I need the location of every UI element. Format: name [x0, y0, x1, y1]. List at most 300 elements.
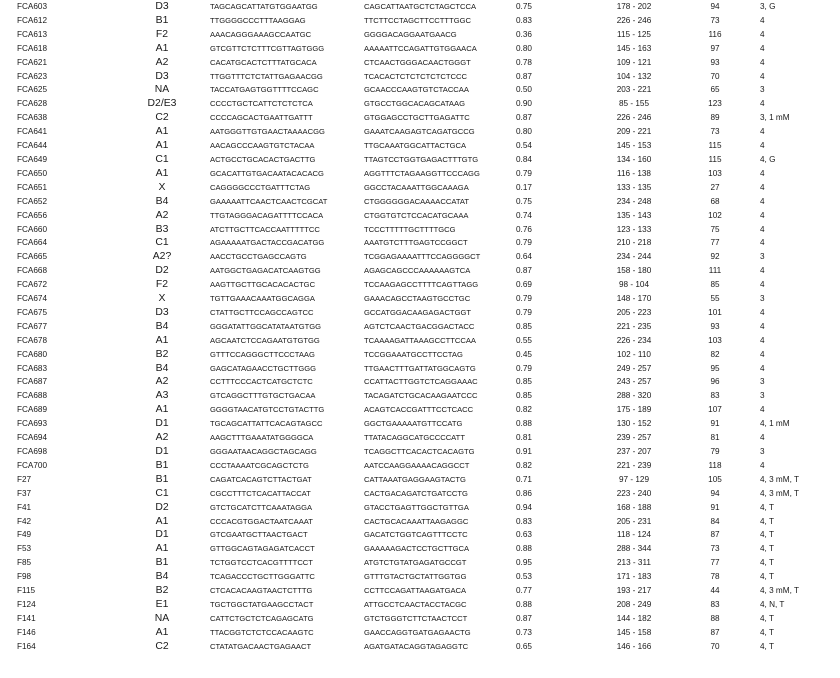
- heterozygosity: 0.79: [516, 294, 532, 304]
- marker-name: FCA656: [17, 210, 48, 220]
- table-row: [0, 83, 840, 97]
- forward-primer: GGGATATTGGCATATAATGTGG: [210, 321, 322, 331]
- marker-name: FCA618: [17, 43, 48, 53]
- heterozygosity: 0.79: [516, 168, 532, 178]
- table-row: [0, 431, 840, 445]
- marker-name: FCA641: [17, 127, 48, 137]
- marker-name: F85: [17, 558, 32, 568]
- forward-primer: TTGGTTTCTCTATTGAGAACGG: [210, 71, 323, 81]
- chromosome-location: B1: [155, 459, 169, 471]
- heterozygosity: 0.64: [516, 252, 532, 262]
- pcr-conditions: 4: [760, 363, 765, 373]
- reverse-primer: CTGGTGTCTCCACATGCAAA: [364, 210, 469, 220]
- pcr-conditions: 4, T: [760, 544, 774, 554]
- forward-primer: AACAGCCCAAGTGTCTACAA: [210, 141, 315, 151]
- pcr-conditions: 4, 3 mM, T: [760, 586, 799, 596]
- allele-size-range: 98 - 104: [618, 280, 650, 290]
- product-length: 101: [708, 307, 722, 317]
- chromosome-location: D2: [155, 501, 169, 513]
- chromosome-location: D2/E3: [147, 98, 177, 110]
- table-row: [0, 375, 840, 389]
- pcr-conditions: 4: [760, 168, 765, 178]
- reverse-primer: GACATCTGGTCAGTTTCCTC: [364, 530, 468, 540]
- allele-size-range: 145 - 158: [616, 627, 652, 637]
- marker-name: FCA689: [17, 405, 48, 415]
- chromosome-location: F2: [155, 28, 169, 40]
- reverse-primer: ATTGCCTCAACTACCTACGC: [364, 599, 467, 609]
- product-length: 95: [710, 363, 720, 373]
- chromosome-location: X: [158, 181, 166, 193]
- marker-name: F98: [17, 572, 32, 582]
- pcr-conditions: 4, T: [760, 613, 774, 623]
- allele-size-range: 221 - 235: [616, 321, 652, 331]
- heterozygosity: 0.85: [516, 321, 532, 331]
- table-row: [0, 236, 840, 250]
- reverse-primer: AGTCTCAACTGACGGACTACC: [364, 321, 475, 331]
- table-row: [0, 501, 840, 515]
- reverse-primer: AAAAATTCCAGATTGTGGAACA: [364, 43, 477, 53]
- forward-primer: CAGATCACAGTCTTACTGAT: [210, 474, 312, 484]
- allele-size-range: 221 - 239: [616, 460, 652, 470]
- allele-size-range: 145 - 163: [616, 43, 652, 53]
- chromosome-location: D3: [155, 1, 169, 12]
- forward-primer: TTGTAGGGACAGATTTTCCACA: [210, 210, 324, 220]
- reverse-primer: CCTTCCAGATTAAGATGACA: [364, 586, 467, 596]
- heterozygosity: 0.69: [516, 280, 532, 290]
- allele-size-range: 104 - 132: [616, 71, 652, 81]
- allele-size-range: 243 - 257: [616, 377, 652, 387]
- heterozygosity: 0.71: [516, 474, 532, 484]
- table-row: [0, 403, 840, 417]
- reverse-primer: TTATACAGGCATGCCCCATT: [364, 433, 465, 443]
- marker-name: FCA613: [17, 29, 48, 39]
- allele-size-range: 234 - 244: [616, 252, 652, 262]
- marker-name: FCA628: [17, 99, 48, 109]
- heterozygosity: 0.85: [516, 377, 532, 387]
- pcr-conditions: 4: [760, 266, 765, 276]
- marker-name: F27: [17, 474, 32, 484]
- reverse-primer: TTCTTCCTAGCTTCCTTTGGC: [364, 15, 471, 25]
- reverse-primer: GGCTGAAAAATGTTCCATG: [364, 419, 463, 429]
- reverse-primer: GGCCTACAAATTGGCAAAGA: [364, 182, 469, 192]
- pcr-conditions: 4: [760, 433, 765, 443]
- table-row: [0, 28, 840, 42]
- heterozygosity: 0.91: [516, 447, 532, 456]
- reverse-primer: CAGCATTAATGCTCTAGCTCCA: [364, 2, 477, 11]
- product-length: 89: [710, 113, 720, 123]
- product-length: 87: [710, 627, 720, 637]
- table-row: [0, 612, 840, 626]
- heterozygosity: 0.82: [516, 460, 532, 470]
- heterozygosity: 0.83: [516, 15, 532, 25]
- product-length: 87: [710, 530, 720, 540]
- heterozygosity: 0.45: [516, 349, 532, 359]
- chromosome-location: A1: [155, 515, 169, 527]
- allele-size-range: 226 - 246: [616, 113, 652, 123]
- marker-name: FCA621: [17, 57, 48, 67]
- heterozygosity: 0.79: [516, 307, 532, 317]
- heterozygosity: 0.36: [516, 29, 532, 39]
- pcr-conditions: 4: [760, 182, 765, 192]
- product-length: 27: [710, 182, 720, 192]
- allele-size-range: 158 - 180: [616, 266, 652, 276]
- marker-name: FCA677: [17, 321, 48, 331]
- table-row: [0, 515, 840, 529]
- product-length: 92: [710, 252, 720, 262]
- forward-primer: CACATGCACTCTTTATGCACA: [210, 57, 317, 67]
- pcr-conditions: 4: [760, 57, 765, 67]
- heterozygosity: 0.83: [516, 516, 532, 526]
- product-length: 115: [708, 141, 722, 151]
- marker-name: F164: [17, 641, 36, 651]
- allele-size-range: 288 - 320: [616, 391, 652, 401]
- marker-name: F42: [17, 516, 32, 526]
- product-length: 97: [710, 43, 720, 53]
- forward-primer: CTATTGCTTCCAGCCAGTCC: [210, 307, 314, 317]
- heterozygosity: 0.54: [516, 141, 532, 151]
- heterozygosity: 0.81: [516, 433, 532, 443]
- forward-primer: CCCACGTGGACTAATCAAAT: [210, 516, 313, 526]
- table-row: [0, 640, 840, 654]
- table-row: [0, 626, 840, 640]
- product-length: 55: [710, 294, 720, 304]
- forward-primer: TAGCAGCATTATGTGGAATGG: [210, 2, 318, 11]
- marker-name: FCA694: [17, 433, 48, 443]
- table-row: [0, 584, 840, 598]
- chromosome-location: B4: [155, 195, 169, 207]
- allele-size-range: 205 - 223: [616, 307, 652, 317]
- chromosome-location: B4: [155, 320, 169, 332]
- chromosome-location: A1: [155, 543, 169, 555]
- chromosome-location: C2: [155, 640, 169, 652]
- pcr-conditions: 4: [760, 335, 765, 345]
- pcr-conditions: 4: [760, 280, 765, 290]
- product-length: 77: [710, 238, 720, 248]
- pcr-conditions: 4: [760, 460, 765, 470]
- forward-primer: TCTGGTCCTCACGTTTTCCT: [210, 558, 313, 568]
- pcr-conditions: 4: [760, 71, 765, 81]
- chromosome-location: C1: [155, 153, 169, 165]
- reverse-primer: AAATGTCTTTGAGTCCGGCT: [364, 238, 468, 248]
- heterozygosity: 0.82: [516, 405, 532, 415]
- table-row: [0, 250, 840, 264]
- marker-name: FCA683: [17, 363, 48, 373]
- reverse-primer: TCGGAGAAAATTTCCAGGGGCT: [364, 252, 481, 262]
- allele-size-range: 135 - 143: [616, 210, 652, 220]
- pcr-conditions: 4: [760, 127, 765, 137]
- chromosome-location: B4: [155, 362, 169, 374]
- table-row: [0, 292, 840, 306]
- marker-name: FCA688: [17, 391, 48, 401]
- pcr-conditions: 3, 1 mM: [760, 113, 790, 123]
- allele-size-range: 288 - 344: [616, 544, 652, 554]
- forward-primer: ACTGCCTGCACACTGACTTG: [210, 154, 316, 164]
- marker-name: FCA693: [17, 419, 48, 429]
- table-row: [0, 389, 840, 403]
- forward-primer: GGGGTAACATGTCCTGTACTTG: [210, 405, 325, 415]
- heterozygosity: 0.75: [516, 2, 532, 11]
- product-length: 82: [710, 349, 720, 359]
- forward-primer: AATGGCTGAGACATCAAGTGG: [210, 266, 321, 276]
- reverse-primer: AATCCAAGGAAAACAGGCCT: [364, 460, 470, 470]
- product-length: 68: [710, 196, 720, 206]
- reverse-primer: TCCAAGAGCCTTTTCAGTTAGG: [364, 280, 479, 290]
- forward-primer: AGCAATCTCCAGAATGTGTGG: [210, 335, 320, 345]
- forward-primer: AAGTTGCTTGCACACACTGC: [210, 280, 316, 290]
- heterozygosity: 0.87: [516, 613, 532, 623]
- allele-size-range: 102 - 110: [617, 349, 651, 359]
- chromosome-location: F2: [155, 279, 169, 291]
- marker-name: FCA644: [17, 141, 48, 151]
- marker-name: FCA672: [17, 280, 48, 290]
- forward-primer: TGCAGCATTATTCACAGTAGCC: [210, 419, 323, 429]
- reverse-primer: GGGGACAGGAATGAACG: [364, 29, 457, 39]
- pcr-conditions: 4, G: [760, 154, 776, 164]
- chromosome-location: B1: [155, 473, 169, 485]
- reverse-primer: GAACCAGGTGATGAGAACTG: [364, 627, 471, 637]
- forward-primer: GCACATTGTGACAATACACACG: [210, 168, 324, 178]
- product-length: 93: [710, 57, 720, 67]
- marker-name: F141: [17, 613, 36, 623]
- marker-name: FCA678: [17, 335, 48, 345]
- allele-size-range: 175 - 189: [616, 405, 652, 415]
- forward-primer: GTCGAATGCTTAACTGACT: [210, 530, 308, 540]
- allele-size-range: 226 - 234: [616, 335, 652, 345]
- forward-primer: CTCACACAAGTAACTCTTTG: [210, 586, 313, 596]
- chromosome-location: A1: [155, 42, 169, 54]
- pcr-conditions: 4, 1 mM: [760, 419, 790, 429]
- allele-size-range: 85 - 155: [618, 99, 650, 109]
- marker-name: FCA660: [17, 224, 48, 234]
- pcr-conditions: 4: [760, 224, 765, 234]
- product-length: 91: [710, 419, 720, 429]
- table-row: [0, 556, 840, 570]
- pcr-conditions: 4: [760, 210, 765, 220]
- pcr-conditions: 4, T: [760, 502, 774, 512]
- chromosome-location: NA: [154, 84, 170, 96]
- allele-size-range: 171 - 183: [616, 572, 652, 582]
- reverse-primer: AGATGATACAGGTAGAGGTC: [364, 641, 469, 651]
- reverse-primer: TTGAACTTTGATTATGGCAGTG: [364, 363, 476, 373]
- table-row: [0, 598, 840, 612]
- heterozygosity: 0.77: [516, 586, 532, 596]
- forward-primer: AATGGGTTGTGAACTAAAACGG: [210, 127, 325, 137]
- product-length: 70: [710, 641, 720, 651]
- table-row: [0, 320, 840, 334]
- heterozygosity: 0.63: [516, 530, 532, 540]
- marker-name: F124: [17, 599, 36, 609]
- product-length: 118: [708, 460, 722, 470]
- product-length: 70: [710, 71, 720, 81]
- product-length: 75: [710, 224, 720, 234]
- pcr-conditions: 4: [760, 29, 765, 39]
- chromosome-location: A1: [155, 404, 169, 416]
- heterozygosity: 0.78: [516, 57, 532, 67]
- chromosome-location: A1: [155, 626, 169, 638]
- allele-size-range: 234 - 248: [616, 196, 652, 206]
- allele-size-range: 109 - 121: [616, 57, 652, 67]
- table-row: [0, 417, 840, 431]
- reverse-primer: AGGTTTCTAGAAGGTTCCCAGG: [364, 168, 480, 178]
- heterozygosity: 0.55: [516, 335, 532, 345]
- reverse-primer: GCCATGGACAAGAGACTGGT: [364, 307, 472, 317]
- chromosome-location: D2: [155, 265, 169, 277]
- marker-name: FCA665: [17, 252, 48, 262]
- reverse-primer: TTGCAAATGGCATTACTGCA: [364, 141, 467, 151]
- chromosome-location: B2: [155, 585, 169, 597]
- heterozygosity: 0.95: [516, 558, 532, 568]
- heterozygosity: 0.87: [516, 266, 532, 276]
- reverse-primer: TCCCTTTTTGCTTTTGCG: [364, 224, 456, 234]
- chromosome-location: C2: [155, 112, 169, 124]
- table-row: [0, 153, 840, 167]
- product-length: 96: [710, 377, 720, 387]
- pcr-conditions: 4, 3 mM, T: [760, 474, 799, 484]
- product-length: 73: [710, 127, 720, 137]
- marker-name: FCA687: [17, 377, 48, 387]
- allele-size-range: 97 - 129: [618, 474, 650, 484]
- allele-size-range: 249 - 257: [616, 363, 652, 373]
- forward-primer: CCCCTGCTCATTCTCTCTCA: [210, 99, 313, 109]
- pcr-conditions: 3, G: [760, 2, 776, 11]
- pcr-conditions: 4: [760, 141, 765, 151]
- forward-primer: CGCCTTTCTCACATTACCAT: [210, 488, 311, 498]
- forward-primer: GTCGTTCTCTTTCGTTAGTGGG: [210, 43, 325, 53]
- allele-size-range: 205 - 231: [616, 516, 652, 526]
- reverse-primer: GAAACAGCCTAAGTGCCTGC: [364, 294, 471, 304]
- product-length: 44: [710, 586, 720, 596]
- forward-primer: GAGCATAGAACCTGCTTGGG: [210, 363, 317, 373]
- reverse-primer: CTGGGGGGACAAAACCATAT: [364, 196, 470, 206]
- pcr-conditions: 4: [760, 405, 765, 415]
- heterozygosity: 0.85: [516, 391, 532, 401]
- product-length: 103: [708, 168, 722, 178]
- reverse-primer: CACTGCACAAATTAAGAGGC: [364, 516, 469, 526]
- product-length: 79: [710, 447, 720, 456]
- product-length: 94: [710, 2, 720, 11]
- product-length: 111: [708, 266, 722, 276]
- product-length: 94: [710, 488, 720, 498]
- product-length: 123: [708, 99, 722, 109]
- product-length: 77: [710, 558, 720, 568]
- product-length: 73: [710, 15, 720, 25]
- marker-name: FCA625: [17, 85, 48, 95]
- marker-name: FCA638: [17, 113, 48, 123]
- marker-name: F115: [17, 586, 36, 596]
- table-row: [0, 528, 840, 542]
- reverse-primer: TTAGTCCTGGTGAGACTTTGTG: [364, 154, 479, 164]
- pcr-conditions: 4: [760, 238, 765, 248]
- pcr-conditions: 4, T: [760, 627, 774, 637]
- chromosome-location: B1: [155, 557, 169, 569]
- product-length: 83: [710, 599, 720, 609]
- chromosome-location: B4: [155, 571, 169, 583]
- heterozygosity: 0.94: [516, 502, 532, 512]
- table-row: [0, 167, 840, 181]
- forward-primer: CCCTAAAATCGCAGCTCTG: [210, 460, 309, 470]
- chromosome-location: A2: [155, 376, 169, 388]
- chromosome-location: X: [158, 293, 166, 305]
- pcr-conditions: 4: [760, 196, 765, 206]
- forward-primer: GGGAATAACAGGCTAGCAGG: [210, 447, 317, 456]
- chromosome-location: NA: [154, 612, 170, 624]
- reverse-primer: GTGGAGCCTGCTTGAGATTC: [364, 113, 470, 123]
- heterozygosity: 0.90: [516, 99, 532, 109]
- reverse-primer: AGAGCAGCCCAAAAAAGTCA: [364, 266, 471, 276]
- table-row: [0, 209, 840, 223]
- allele-size-range: 208 - 249: [616, 599, 652, 609]
- table-row: [0, 278, 840, 292]
- pcr-conditions: 3: [760, 377, 765, 387]
- allele-size-range: 118 - 124: [617, 530, 651, 540]
- reverse-primer: TCACACTCTCTCTCTCTCCC: [364, 71, 467, 81]
- forward-primer: TGTTGAAACAAATGGCAGGA: [210, 294, 315, 304]
- allele-size-range: 148 - 170: [616, 294, 652, 304]
- allele-size-range: 146 - 166: [616, 641, 652, 651]
- product-length: 78: [710, 572, 720, 582]
- forward-primer: CCCCAGCACTGAATTGATTT: [210, 113, 313, 123]
- forward-primer: GAAAAATTCAACTCAACTCGCAT: [210, 196, 328, 206]
- chromosome-location: A1: [155, 167, 169, 179]
- forward-primer: AAGCTTTGAAATATGGGGCA: [210, 433, 314, 443]
- forward-primer: GTCTGCATCTTCAAATAGGA: [210, 502, 313, 512]
- product-length: 88: [710, 613, 720, 623]
- table-row: [0, 459, 840, 473]
- reverse-primer: CTCAACTGGGACAACTGGGT: [364, 57, 471, 67]
- pcr-conditions: 3: [760, 85, 765, 95]
- table-row: [0, 306, 840, 320]
- chromosome-location: A1: [155, 126, 169, 138]
- heterozygosity: 0.75: [516, 196, 532, 206]
- heterozygosity: 0.17: [516, 182, 532, 192]
- allele-size-range: 203 - 221: [616, 85, 652, 95]
- table-row: [0, 70, 840, 84]
- pcr-conditions: 4, T: [760, 530, 774, 540]
- forward-primer: CAGGGGCCCTGATTTCTAG: [210, 182, 311, 192]
- allele-size-range: 193 - 217: [616, 586, 652, 596]
- table-row: [0, 97, 840, 111]
- heterozygosity: 0.88: [516, 419, 532, 429]
- table-row: [0, 264, 840, 278]
- forward-primer: AACCTGCCTGAGCCAGTG: [210, 252, 307, 262]
- product-length: 84: [710, 516, 720, 526]
- product-length: 103: [708, 335, 722, 345]
- pcr-conditions: 3: [760, 447, 765, 456]
- marker-name: F146: [17, 627, 36, 637]
- heterozygosity: 0.53: [516, 572, 532, 582]
- table-row: [0, 362, 840, 376]
- product-length: 91: [710, 502, 720, 512]
- allele-size-range: 134 - 160: [616, 154, 652, 164]
- marker-name: FCA700: [17, 460, 48, 470]
- pcr-conditions: 4, T: [760, 641, 774, 651]
- pcr-conditions: 3: [760, 252, 765, 262]
- marker-name: FCA612: [17, 15, 48, 25]
- table-row: [0, 14, 840, 28]
- allele-size-range: 144 - 182: [616, 613, 652, 623]
- forward-primer: CCTTTCCCACTCATGCTCTC: [210, 377, 313, 387]
- marker-name: FCA675: [17, 307, 48, 317]
- allele-size-range: 116 - 138: [617, 168, 651, 178]
- reverse-primer: CACTGACAGATCTGATCCTG: [364, 488, 468, 498]
- table-row: [0, 542, 840, 556]
- table-row: [0, 195, 840, 209]
- forward-primer: TGCTGGCTATGAAGCCTACT: [210, 599, 314, 609]
- table-row: [0, 487, 840, 501]
- forward-primer: GTTGGCAGTAGAGATCACCT: [210, 544, 315, 554]
- table-row: [0, 139, 840, 153]
- allele-size-range: 133 - 135: [616, 182, 652, 192]
